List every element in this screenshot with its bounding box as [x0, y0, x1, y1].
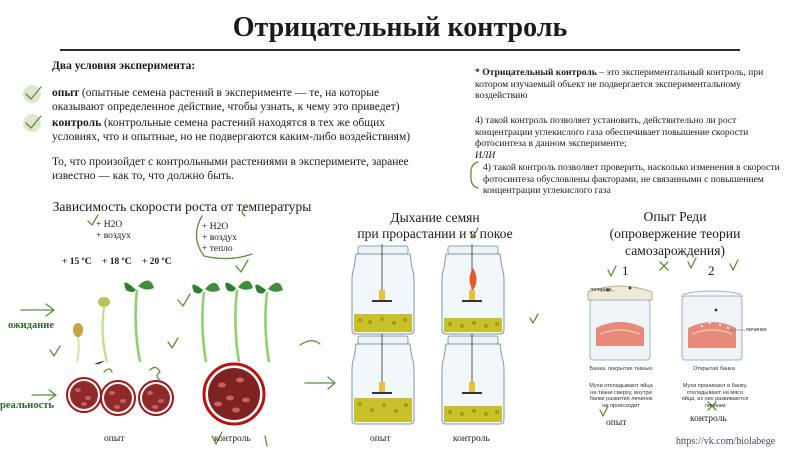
label-reality: реальность — [0, 400, 54, 411]
larvae-label-right: личинки — [745, 327, 767, 333]
note-line-2: известно — как то, что должно быть. — [52, 170, 235, 182]
covered-jar-caption: Банка, покрытая тканью — [589, 366, 653, 372]
control-term: контроль — [52, 117, 102, 129]
respiration-control-caption: контроль — [453, 434, 490, 444]
open-jar-caption: Открытая банка — [693, 366, 735, 372]
variant1-line-3: фотосинтеза в данном эксперименте; — [475, 138, 627, 150]
experiment-text-2: оказывают определенное действие, чтобы узнать, к чему это приведет) — [52, 101, 400, 113]
redi-number-2: 2 — [708, 263, 715, 278]
variant1-line-1: 4) такой контроль позволяет установить, действительно ли рост — [475, 115, 737, 126]
redi-title-1: Опыт Реди — [643, 209, 707, 224]
temp-20: + 20 ºC — [142, 257, 172, 267]
page-title: Отрицательный контроль — [232, 12, 568, 43]
note-line-1: То, что произойдет с контрольными растениями в эксперименте, заранее — [52, 156, 409, 168]
asterisk: * — [475, 67, 480, 78]
redi-number-1: 1 — [622, 263, 629, 278]
def-line-3: воздействию — [475, 90, 528, 102]
redi-control-caption: контроль — [690, 414, 727, 424]
experiment-term: опыт — [52, 87, 80, 99]
growth-control-caption: контроль — [214, 434, 251, 444]
negative-control-term: Отрицательный контроль — [482, 67, 597, 78]
note-water-2: + H2O — [202, 222, 229, 232]
control-text-2: условиях, что и опытные, но не подвергаются каким-либо воздействиям) — [52, 131, 411, 143]
redi-title-2: (опровержение теории самозарождения) — [609, 226, 741, 258]
label-expectation: ожидание — [8, 320, 54, 331]
def-line-2: котором изучаемый объект не подвергается экспериментальному — [475, 78, 741, 90]
growth-title: Зависимость скорости роста от температуры — [52, 199, 312, 214]
respiration-title-2: при прорастании и в покое — [357, 226, 513, 241]
variant1-line-2: концентрации углекислого газа обеспечивает повышение скорости — [475, 126, 749, 138]
note-water: + H2O — [96, 220, 123, 230]
conditions-heading: Два условия эксперимента: — [52, 60, 196, 72]
open-jar — [682, 291, 742, 360]
covered-jar — [588, 286, 652, 360]
variant2-line-2: фотосинтеза обусловлены факторами, не связанными с повышением — [483, 173, 764, 185]
variant2-line-3: концентрации углекислого газа — [483, 185, 611, 197]
experiment-text-1: (опытные семена растений в эксперименте — те, на которые — [81, 87, 380, 99]
temp-15: + 15 ºC — [62, 257, 92, 267]
respiration-experiment-caption: опыт — [370, 434, 391, 444]
respiration-title-1: Дыхание семян — [390, 210, 480, 225]
or-word: ИЛИ — [475, 149, 496, 161]
variant2-line-1: 4) такой контроль позволяет проверить, насколько изменения в скорости — [483, 162, 780, 173]
source-link[interactable]: https://vk.com/biolabege — [676, 436, 776, 447]
larvae-label-left: личинки — [590, 287, 612, 293]
def-line-1: – это экспериментальный контроль, при — [596, 67, 764, 78]
covered-jar-description: Мухи откладывают яйца на ткани сверху, внутри банки развития личинок не происходит — [589, 383, 653, 409]
open-jar-description: Мухи проникают в банку, откладывают на мясо яйца, из них развиваются личинки — [681, 383, 749, 409]
note-air-2: + воздух — [202, 233, 237, 243]
redi-experiment-caption: опыт — [606, 418, 627, 428]
note-heat: + тепло — [202, 244, 233, 254]
control-text-1: (контрольные семена растений находятся в тех же общих — [104, 117, 386, 129]
temp-18: + 18 ºC — [102, 257, 132, 267]
note-air: + воздух — [96, 231, 131, 241]
growth-experiment-caption: опыт — [104, 434, 125, 444]
